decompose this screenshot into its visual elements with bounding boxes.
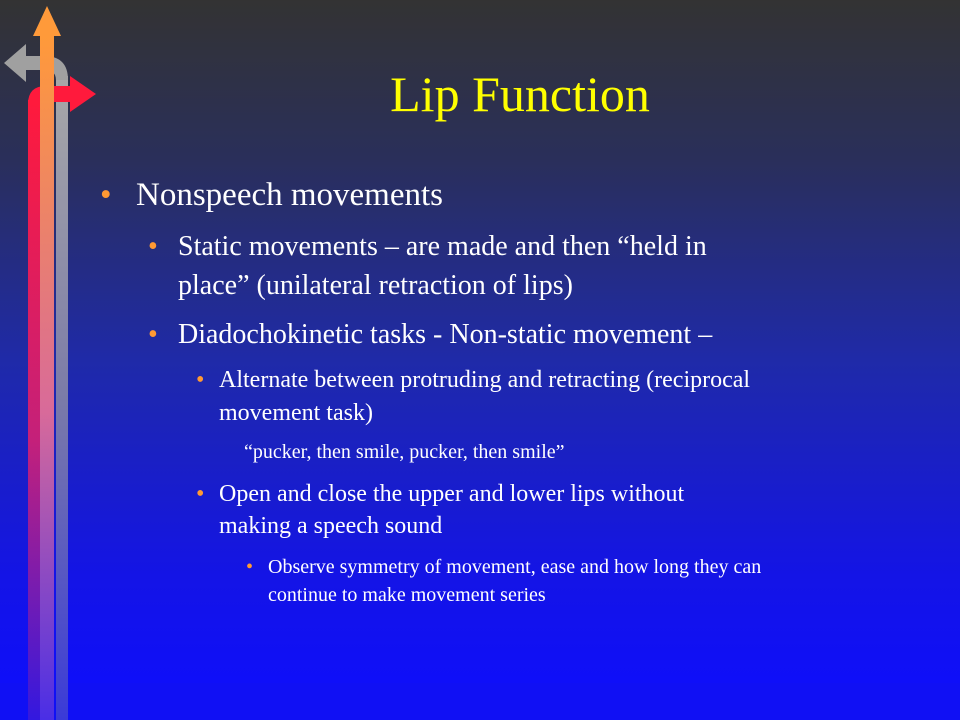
bullet-glyph: • <box>100 177 112 213</box>
bullet-open-close-line2: making a speech sound <box>219 513 443 539</box>
bullet-static-line1: Static movements – are made and then “held in <box>178 231 707 262</box>
bullet-glyph: • <box>148 319 158 350</box>
bullet-alternate-line1: Alternate between protruding and retracting (reciprocal <box>219 367 751 393</box>
slide-title: Lip Function <box>390 66 650 122</box>
bullet-static-line2: place” (unilateral retraction of lips) <box>178 270 573 301</box>
bullet-observe-line1: Observe symmetry of movement, ease and how long they can <box>268 556 762 578</box>
bullet-diadochokinetic: Diadochokinetic tasks - Non-static movement – <box>178 319 713 350</box>
bullet-glyph: • <box>196 367 205 393</box>
bullet-glyph: • <box>196 481 205 507</box>
bullet-observe-line2: continue to make movement series <box>268 584 546 606</box>
bullet-nonspeech: Nonspeech movements <box>136 177 444 213</box>
bullet-alternate-line2: movement task) <box>219 400 373 426</box>
pucker-smile-note: “pucker, then smile, pucker, then smile” <box>244 441 565 463</box>
bullet-open-close-line1: Open and close the upper and lower lips without <box>219 481 685 507</box>
bullet-glyph: • <box>246 556 254 578</box>
bullet-glyph: • <box>148 231 158 262</box>
